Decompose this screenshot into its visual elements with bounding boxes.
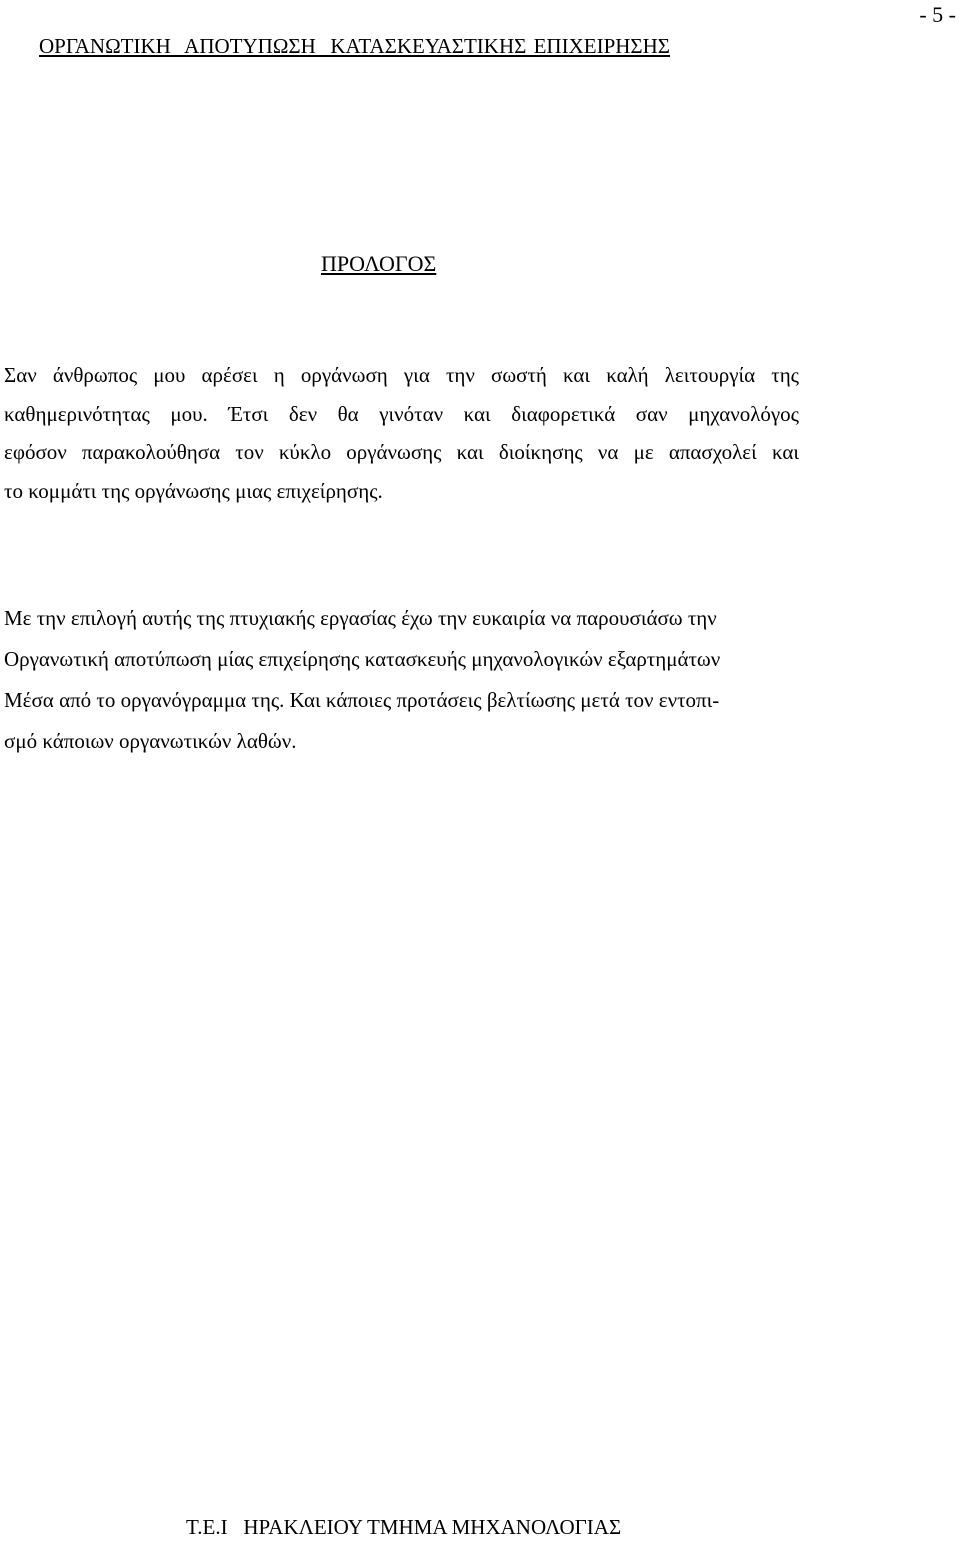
paragraph-line: Σαν άνθρωπος μου αρέσει η οργάνωση για την σωστή και καλή λειτουργία της (4, 363, 799, 387)
paragraph-2 (4, 598, 799, 762)
document-footer: Τ.Ε.Ι ΗΡΑΚΛΕΙΟΥ ΤΜΗΜΑ ΜΗΧΑΝΟΛΟΓΙΑΣ (186, 1515, 622, 1539)
document-header-title: ΟΡΓΑΝΩΤΙΚΗ ΑΠΟΤΥΠΩΣΗ ΚΑΤΑΣΚΕΥΑΣΤΙΚΗΣ ΕΠΙΧΕΙΡΗΣΗΣ (39, 34, 671, 58)
paragraph-line: Μέσα από το οργανόγραμμα της. Και κάποιες προτάσεις βελτίωσης μετά τον εντοπι- (4, 688, 720, 712)
paragraph-line: σμό κάποιων οργανωτικών λαθών. (4, 729, 297, 753)
paragraph-line: καθημερινότητας μου. Έτσι δεν θα γινόταν και διαφορετικά σαν μηχανολόγος (4, 401, 799, 426)
paragraph-line: Οργανωτική αποτύπωση μίας επιχείρησης κατασκευής μηχανολογικών εξαρτημάτων (4, 647, 721, 671)
paragraph-line: εφόσον παρακολούθησα τον κύκλο οργάνωσης και διοίκησης να με απασχολεί και (4, 440, 799, 464)
paragraph-1 (4, 356, 799, 510)
page-number: - 5 - (919, 2, 956, 27)
section-heading-prologue: ΠΡΟΛΟΓΟΣ (321, 251, 437, 276)
paragraph-line: το κομμάτι της οργάνωσης μιας επιχείρησης. (4, 478, 383, 503)
paragraph-line: Με την επιλογή αυτής της πτυχιακής εργασίας έχω την ευκαιρία να παρουσιάσω την (4, 606, 717, 630)
